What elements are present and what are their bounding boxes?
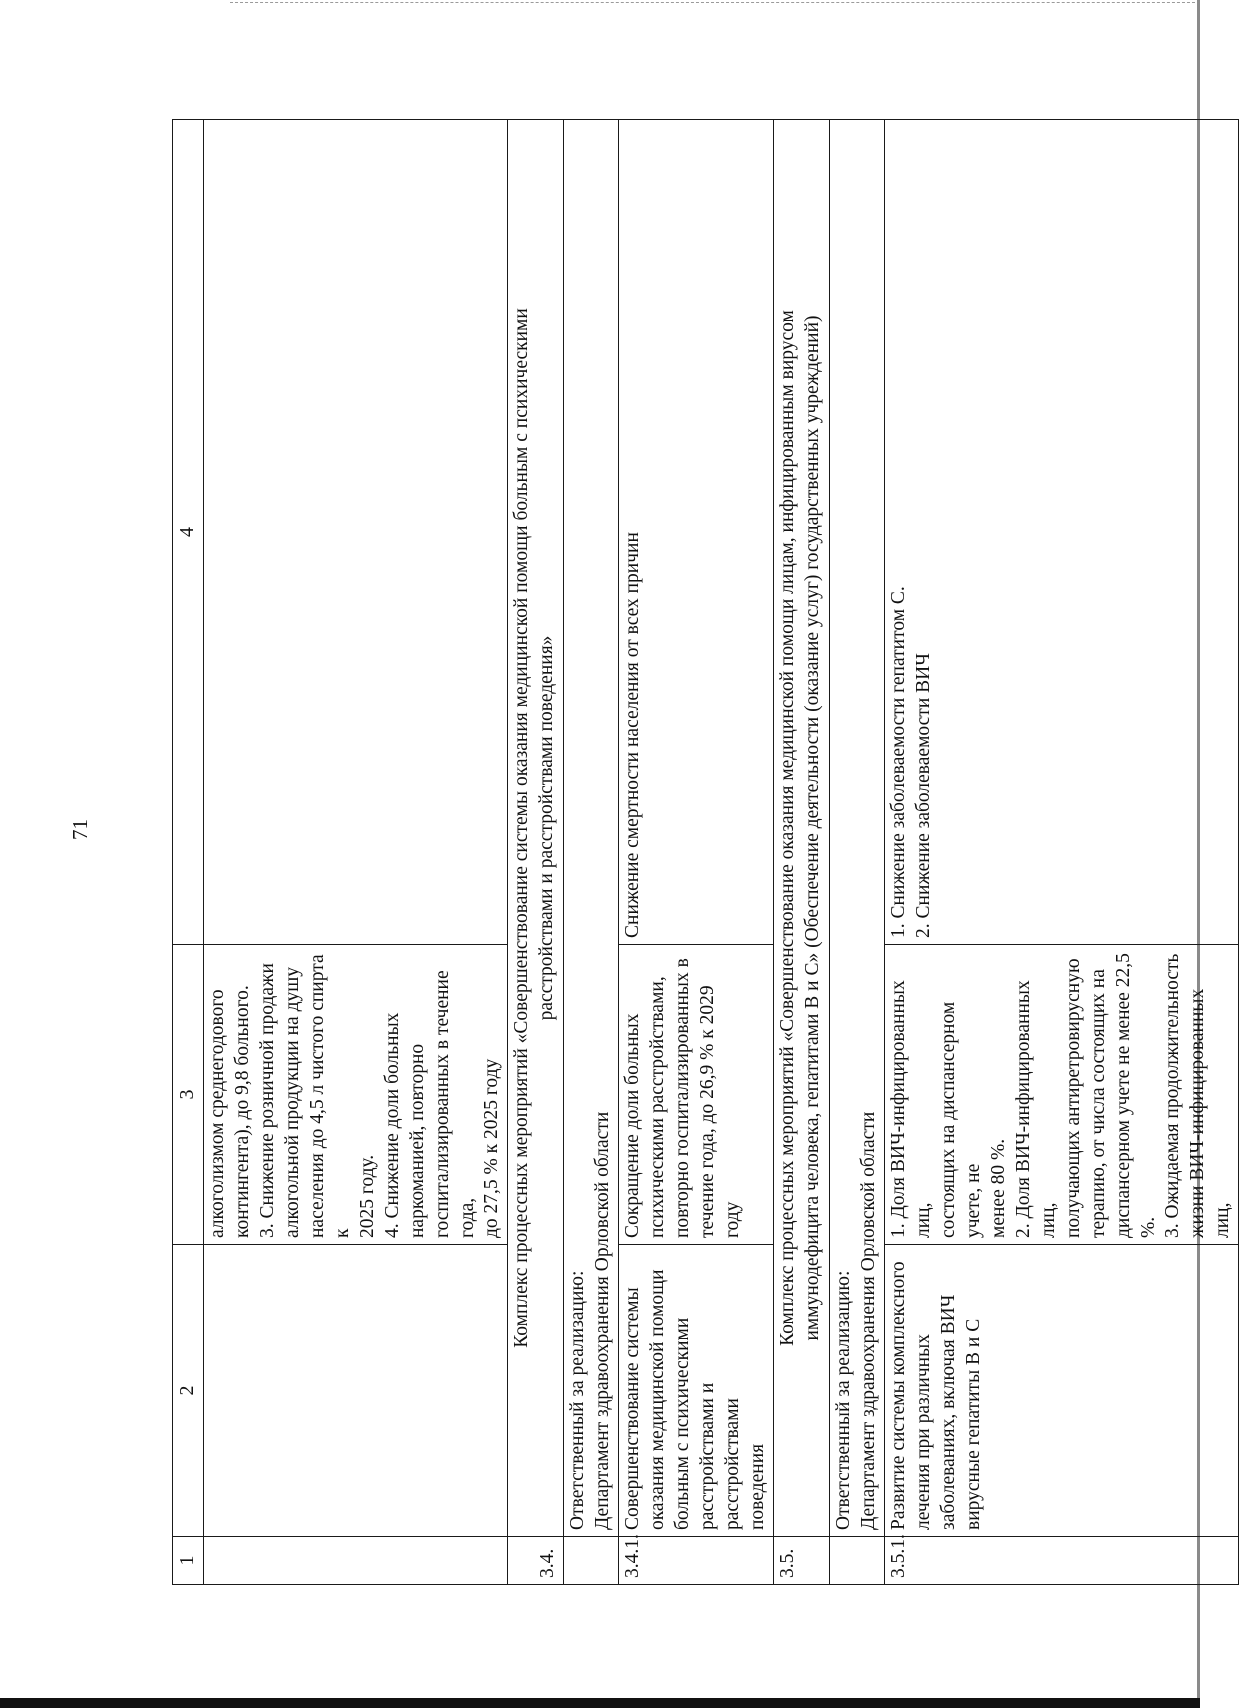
responsible-cell <box>564 120 619 1537</box>
responsible-value: Департамент здравоохранения Орловской области <box>592 1111 614 1530</box>
item-col4: 1. Снижение заболеваемости гепатитом С. 2. Снижение заболеваемости ВИЧ <box>884 120 1238 945</box>
table-row-3-5-1 <box>884 120 1238 1585</box>
column-header-4: 4 <box>173 120 204 945</box>
section-3-5-responsible <box>830 120 885 1585</box>
section-title: Комплекс процессных мероприятий «Совершенствование системы оказания медицинской помощи больным с психическими расстройствами и расстройствами поведения» <box>508 120 564 1537</box>
continuation-col3: алкоголизмом среднегодового контингента), до 9,8 больного. 3. Снижение розничной продажи алкогольной продукции на душу населения до 4,5 л чистого спирта к 2025 году. 4. Снижение доли больных наркоманией, повторно госпитализированных в течение года, до 27,5 % к 2025 году <box>204 945 508 1245</box>
scan-edge-bottom <box>0 1698 1200 1708</box>
item-number: 3.5.1. <box>884 1537 1238 1585</box>
column-header-2: 2 <box>173 1245 204 1537</box>
page-number: 71 <box>68 819 92 840</box>
column-header-row <box>173 120 204 1585</box>
item-col3: Сокращение доли больных психическими расстройствами, повторно госпитализированных в течение года, до 26,9 % к 2029 году <box>619 945 774 1245</box>
table-row-3-4-1 <box>619 120 774 1585</box>
section-number: 3.4. <box>508 1537 564 1585</box>
rotated-page <box>172 120 1234 1585</box>
scan-artifact-top-line <box>230 2 1200 3</box>
responsible-value: Департамент здравоохранения Орловской области <box>858 1111 880 1530</box>
item-col4: Снижение смертности населения от всех причин <box>619 120 774 945</box>
responsible-cell <box>830 120 885 1537</box>
table-row-continuation <box>204 120 508 1585</box>
section-3-4-responsible <box>564 120 619 1585</box>
section-3-5-header <box>774 120 830 1585</box>
item-col2: Совершенствование системы оказания медицинской помощи больным с психическими расстройствами и расстройствами поведения <box>619 1245 774 1537</box>
column-header-1: 1 <box>173 1537 204 1585</box>
section-number: 3.5. <box>774 1537 830 1585</box>
plan-table <box>172 119 1239 1585</box>
section-3-4-header <box>508 120 564 1585</box>
column-header-3: 3 <box>173 945 204 1245</box>
responsible-label: Ответственный за реализацию: <box>567 1270 589 1530</box>
responsible-label: Ответственный за реализацию: <box>833 1270 855 1530</box>
section-title: Комплекс процессных мероприятий «Совершенствование оказания медицинской помощи лицам, инфицированным вирусом иммунодефицита человека, гепатитами В и С» (Обеспечение деятельности (оказание услуг) государственных учреждений) <box>774 120 830 1537</box>
item-number: 3.4.1. <box>619 1537 774 1585</box>
item-col2: Развитие системы комплексного лечения при различных заболеваниях, включая ВИЧ вирусные гепатиты В и С <box>884 1245 1238 1537</box>
item-col3: 1. Доля ВИЧ-инфицированных лиц, состоящих на диспансерном учете, не менее 80 %. 2. Доля ВИЧ-инфицированных лиц, получающих антиретровирусную терапию, от числа состоящих на диспансерном учете не менее 22,5 %. 3. Ожидаемая продолжительность жизни ВИЧ-инфицированных лиц, <box>884 945 1238 1245</box>
